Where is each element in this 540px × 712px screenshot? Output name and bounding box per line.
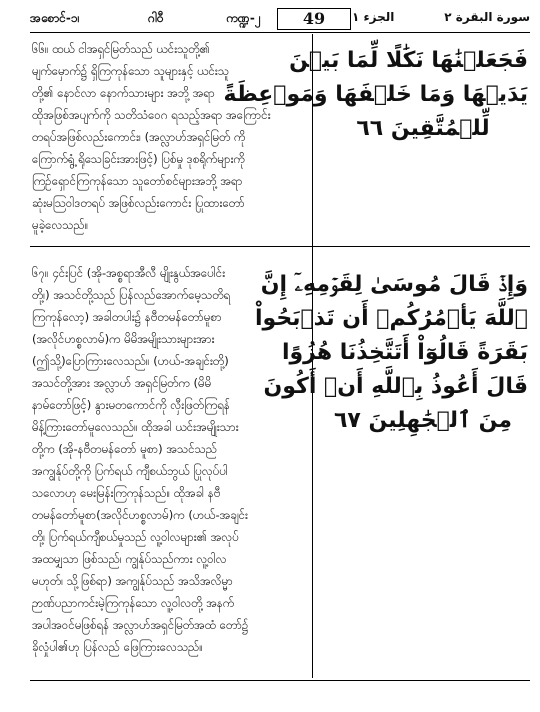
translation-line: ကြောက်ရွံ့ ရိုသေခြင်းအားဖြင့်) ပြစ်မှု ဒုစရိုက်များကို xyxy=(32,152,245,166)
translation-line: ကြကုန်လော့) အခါတပါး၌ နဗီတမန်တော်မူစာ xyxy=(32,310,222,324)
verse-66-arabic xyxy=(223,44,528,146)
header-surah: سورة البقرة ٢ xyxy=(444,10,530,24)
translation-line: ဆုံးမသြဝါဒတရပ် အဖြစ်လည်းကောင်း ပြုထားတော် xyxy=(32,196,245,210)
translation-line: တို့၊) အသင်တို့သည် ပြန်လည်အောက်မေ့သတိရ xyxy=(32,288,231,302)
arabic-line: وَإِذۡ قَالَ مُوسَىٰ لِقَوۡمِهِۦٓ إِنَّ xyxy=(260,272,528,297)
translation-line: အပါအဝင်မဖြစ်ရန် အလ္လာဟ်အရှင်မြတ်အထံ တော်၌ xyxy=(32,618,249,632)
arabic-line: يَدَيۡهَا وَمَا خَلۡفَهَا وَمَوۡعِظَةً xyxy=(223,82,528,107)
translation-line: တို့၏ နောင်လာ နောက်သားများ အဘို့ အရာ xyxy=(32,86,215,100)
translation-line: တမန်တော်မူစာ(အလိုင်ဟစ္စလာမ်)က (ဟယ်-အချင်း xyxy=(32,508,248,522)
translation-line: အကျွန်ုပ်တို့ကို ပြက်ရယ် ကျီစယ်ဘွယ် ပြုလုပ်ပါ xyxy=(32,464,228,478)
arabic-line: بَقَرَةً قَالُوٓاْ أَتَتَّخِذُنَا هُزُوًا xyxy=(281,340,528,365)
translation-line: ကြဉ်ရှောင်ကြကုန်သော သူတော်စင်များအဘို့ အရာ xyxy=(32,174,243,188)
translation-line: အသင်တို့အား အလ္လာဟ် အရှင်မြတ်က (မိမိ xyxy=(32,376,212,390)
translation-line: မိန့်ကြားတော်မူလေသည်။ ထိုအခါ ယင်းအမျိုးသား xyxy=(32,420,239,434)
header-center-left: ဂါဝီ xyxy=(148,11,164,25)
translation-line: ၆၆။ ထယ် ငါအရှင်မြတ်သည် ယင်းသူတို့၏ xyxy=(32,42,210,56)
translation-line: မူခဲ့လေသည်။ xyxy=(32,218,89,232)
page-number: 49 xyxy=(277,8,351,30)
arabic-line: قَالَ أَعُوذُ بِٱللَّهِ أَنۡ أَكُونَ xyxy=(263,374,528,399)
translation-line: (အလိုင်ဟစ္စလာမ်)က မိမိအမျိုးသားများအား xyxy=(32,332,215,346)
footer-rule xyxy=(30,680,530,681)
header-rule xyxy=(30,32,530,33)
arabic-line: ٱللَّهَ يَأۡمُرُكُمۡ أَن تَذۡبَحُواْ xyxy=(255,306,528,331)
arabic-line: مِنَ ٱلۡجَٰهِلِينَ ٦٧ xyxy=(333,408,513,433)
translation-line: ၆၇။ ၄င်းပြင် (အို-အစ္စရာအီလီ မျိုးနွယ်အပေါင်း xyxy=(32,266,226,280)
arabic-line: لِّلۡمُتَّقِينَ ٦٦ xyxy=(356,116,490,141)
translation-line: နာမ်တော်ဖြင့်) နွားမတကောင်ကို လှီးဖြတ်ကြရန် xyxy=(32,398,231,412)
translation-line: ဉာဏ်ပညာကင်းမဲ့ကြကုန်သော လူ့ဝါလတို့ အနက် xyxy=(32,596,235,610)
verse-67-arabic xyxy=(255,268,528,438)
verse-divider xyxy=(30,246,530,247)
translation-line: (ဤသို့)ပြောကြားလေသည်။ (ဟယ်-အချင်းတို့) xyxy=(32,354,229,368)
header-center-right: ကဏ္ဍ-၂ xyxy=(226,11,261,25)
translation-line: မဟုတ်၊ သို့ဖြစ်ရာ) အကျွန်ုပ်သည် အသိအလိမ္မာ xyxy=(32,574,233,588)
translation-line: သလောဟု မေးမြန်းကြကုန်သည်။ ထိုအခါ နဗီ xyxy=(32,486,221,500)
translation-line: အထမျှသာ ဖြစ်သည်၊ ကျွန်ုပ်သည်ကား လူ့ဝါလ xyxy=(32,552,227,566)
header-juz: الجزء ١ xyxy=(352,10,395,24)
translation-line: တရပ်အဖြစ်လည်းကောင်း၊ (အလ္လာဟ်အရှင်မြတ် ကို xyxy=(32,130,246,144)
page-header xyxy=(30,8,530,30)
arabic-line: فَجَعَلۡنَٰهَا نَكَٰلًا لِّمَا بَيۡنَ xyxy=(289,48,528,73)
translation-line: မျက်မှောက်၌ ရှိကြကုန်သော သူများနှင့် ယင်းသူ xyxy=(32,64,230,78)
translation-line: ထိုအဖြစ်အပျက်ကို သတိသံဝေဂ ရသည့်အရာ အကြောင်း xyxy=(32,108,271,122)
verse-66-translation xyxy=(32,38,310,236)
translation-line: တို့က (အို-နဗီတမန်တော် မူစာ) အသင်သည် xyxy=(32,442,218,456)
translation-line: တို့၊ ပြက်ရယ်ကျီစယ်မှုသည် လူ့ဝါလများ၏ အလုပ် xyxy=(32,530,239,544)
translation-line: ခိုလှုံပါ၏ဟု ပြန်လည် ဖြေကြားလေသည်။ xyxy=(32,640,203,654)
header-part-label: အစောင်-၁၊ xyxy=(30,11,80,25)
